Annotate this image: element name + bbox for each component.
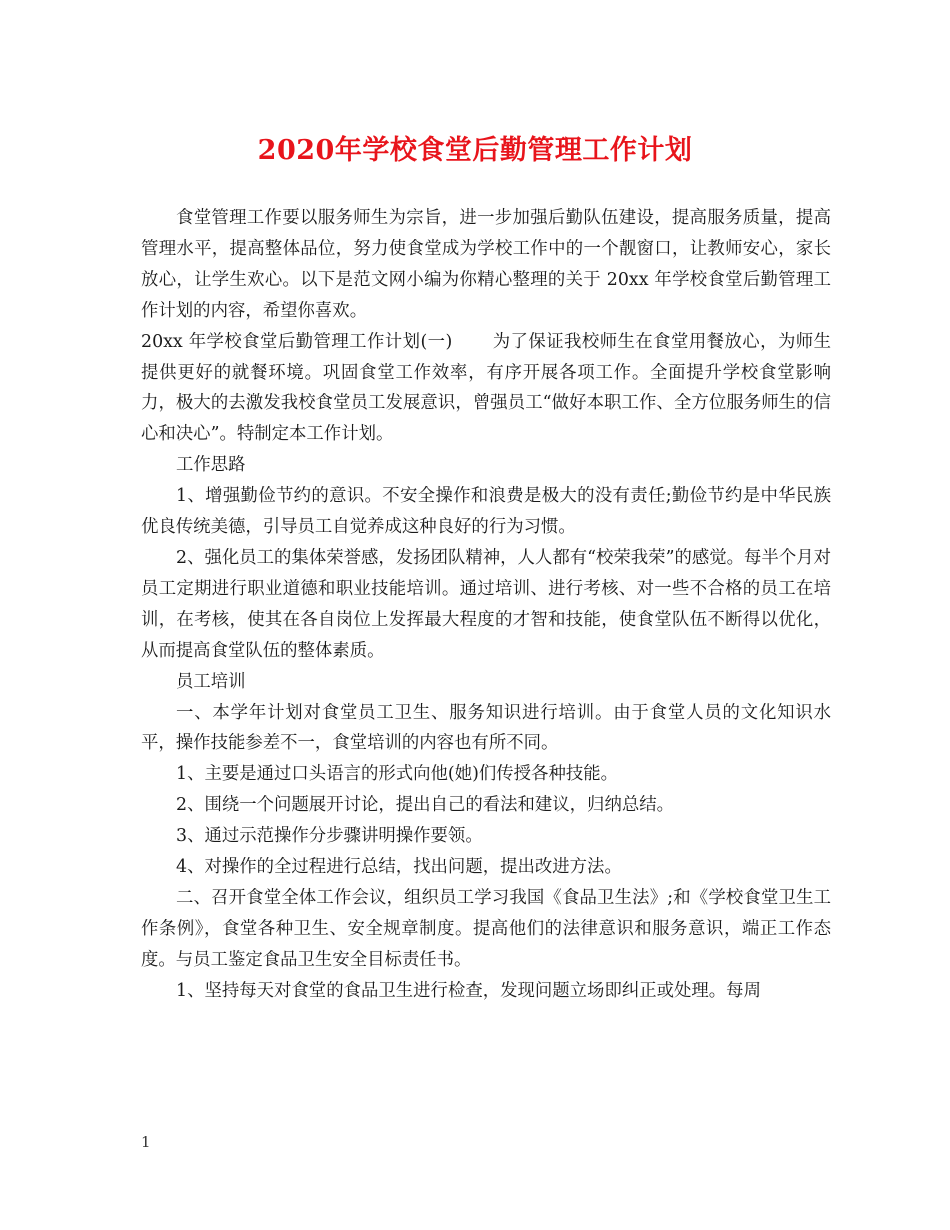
training-subitem-2-1: 1、坚持每天对食堂的食品卫生进行检查，发现问题立场即纠正或处理。每周: [176, 980, 761, 1001]
section1-text: 为了保证我校师生在食堂用餐放心，为师生提供更好的就餐环境。巩固食堂工作效率，有序开展各项工作。全面提升学校食堂影响力，极大的去激发我校食堂员工发展意识，曾强员工“做好本职工作、全方位服务师生的信心和决心”。特制定本工作计划。: [141, 331, 831, 445]
training-subitem-1: 1、主要是通过口头语言的形式向他(她)们传授各种技能。: [176, 764, 619, 785]
training-subitem-3: 3、通过示范操作分步骤讲明操作要领。: [176, 826, 483, 847]
training-subitem-4: 4、对操作的全过程进行总结，找出问题，提出改进方法。: [176, 857, 622, 878]
document-body: [141, 203, 831, 1007]
section1-paragraph: [141, 327, 831, 451]
document-title: 2020年学校食堂后勤管理工作计划: [257, 135, 693, 166]
training-item-1: 一、本学年计划对食堂员工卫生、服务知识进行培训。由于食堂人员的文化知识水平，操作技能参差不一，食堂培训的内容也有所不同。: [141, 702, 831, 754]
thinking-item-1: 1、增强勤俭节约的意识。不安全操作和浪费是极大的没有责任;勤俭节约是中华民族优良传统美德，引导员工自觉养成这种良好的行为习惯。: [141, 486, 831, 538]
page-number: 1: [141, 1133, 151, 1151]
intro-paragraph: 食堂管理工作要以服务师生为宗旨，进一步加强后勤队伍建设，提高服务质量，提高管理水平，提高整体品位，努力使食堂成为学校工作中的一个靓窗口，让教师安心，家长放心，让学生欢心。以下是范文网小编为你精心整理的关于 20xx 年学校食堂后勤管理工作计划的内容，希望你喜欢。: [141, 208, 831, 321]
heading-training: 员工培训: [176, 671, 246, 692]
section1-heading: 20xx 年学校食堂后勤管理工作计划(一): [141, 331, 453, 352]
thinking-item-2: 2、强化员工的集体荣誉感，发扬团队精神，人人都有“校荣我荣”的感觉。每半个月对员工定期进行职业道德和职业技能培训。通过培训、进行考核、对一些不合格的员工在培训，在考核，使其在各自岗位上发挥最大程度的才智和技能，使食堂队伍不断得以优化，从而提高食堂队伍的整体素质。: [141, 547, 831, 661]
training-subitem-2: 2、围绕一个问题展开讨论，提出自己的看法和建议，归纳总结。: [176, 795, 675, 816]
heading-thinking: 工作思路: [176, 455, 246, 476]
training-item-2: 二、召开食堂全体工作会议，组织员工学习我国《食品卫生法》;和《学校食堂卫生工作条例》，食堂各种卫生、安全规章制度。提高他们的法律意识和服务意识，端正工作态度。与员工鉴定食品卫生安全目标责任书。: [141, 887, 831, 970]
